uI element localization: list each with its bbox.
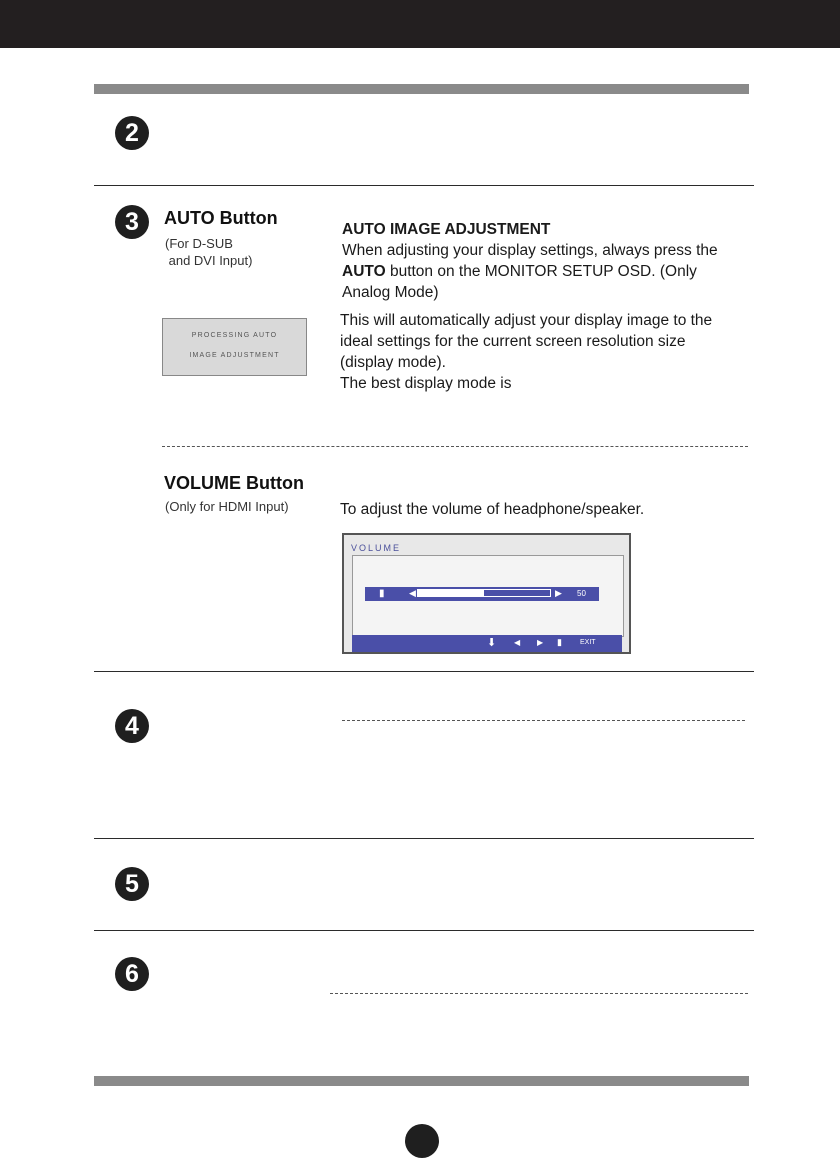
section-divider bbox=[94, 185, 754, 186]
volume-osd-image bbox=[342, 533, 631, 654]
auto-button-subtitle-1: (For D-SUB bbox=[165, 236, 233, 251]
auto-bold-word: AUTO bbox=[342, 263, 386, 280]
step-6-badge: 6 bbox=[115, 957, 149, 991]
volume-slider-track[interactable] bbox=[417, 589, 551, 597]
right-arrow-icon: ▶ bbox=[555, 588, 562, 598]
auto-button-subtitle-2: and DVI Input) bbox=[165, 253, 253, 268]
osd-volume-title: VOLUME bbox=[351, 543, 402, 553]
auto-heading: AUTO IMAGE ADJUSTMENT bbox=[342, 221, 551, 238]
osd-processing-line-2: IMAGE ADJUSTMENT bbox=[189, 352, 280, 359]
speaker-icon: ▮ bbox=[379, 588, 385, 599]
volume-button-title: VOLUME Button bbox=[164, 473, 304, 493]
mute-icon: ▮ bbox=[557, 637, 562, 647]
volume-description: To adjust the volume of headphone/speaker. bbox=[340, 501, 645, 518]
up-arrow-icon: ⬇ bbox=[487, 637, 497, 649]
step-3-badge: 3 bbox=[115, 205, 149, 239]
step-2-badge: 2 bbox=[115, 116, 149, 150]
section-divider bbox=[94, 930, 754, 931]
dashed-separator bbox=[162, 446, 748, 447]
auto-line-1: When adjusting your display settings, always press the bbox=[342, 242, 718, 259]
section-divider bbox=[94, 838, 754, 839]
auto-details-line-3: (display mode). bbox=[340, 354, 446, 371]
osd-volume-slider-row bbox=[365, 587, 599, 601]
auto-details-line-1: This will automatically adjust your display image to the bbox=[340, 312, 713, 329]
section-divider bbox=[94, 671, 754, 672]
processing-osd-image bbox=[162, 318, 307, 376]
auto-line-2 bbox=[342, 261, 762, 282]
exit-label: EXIT bbox=[580, 639, 596, 646]
osd-processing-line-1: PROCESSING AUTO bbox=[191, 332, 278, 339]
dashed-separator bbox=[330, 993, 748, 994]
auto-details-line-4: The best display mode is bbox=[340, 375, 512, 392]
step-5-badge: 5 bbox=[115, 867, 149, 901]
left-arrow-icon: ◀ bbox=[409, 588, 416, 598]
volume-value: 50 bbox=[577, 589, 586, 598]
auto-description bbox=[342, 219, 762, 303]
nav-left-icon: ◀ bbox=[514, 638, 521, 647]
volume-button-subtitle: (Only for HDMI Input) bbox=[165, 499, 289, 514]
nav-right-icon: ▶ bbox=[537, 638, 544, 647]
bottom-divider-bar bbox=[94, 1076, 749, 1086]
osd-nav-bar bbox=[352, 635, 622, 652]
auto-details-line-2: ideal settings for the current screen resolution size bbox=[340, 333, 686, 350]
auto-line-3: Analog Mode) bbox=[342, 284, 439, 301]
header-bar bbox=[0, 0, 840, 48]
top-divider-bar bbox=[94, 84, 749, 94]
auto-button-title: AUTO Button bbox=[164, 208, 278, 228]
dashed-separator bbox=[342, 720, 745, 721]
volume-slider-fill bbox=[418, 590, 484, 596]
auto-line-2-rest: button on the MONITOR SETUP OSD. (Only bbox=[385, 263, 697, 280]
page-number-circle bbox=[405, 1124, 439, 1158]
step-4-badge: 4 bbox=[115, 709, 149, 743]
auto-details bbox=[340, 310, 760, 394]
